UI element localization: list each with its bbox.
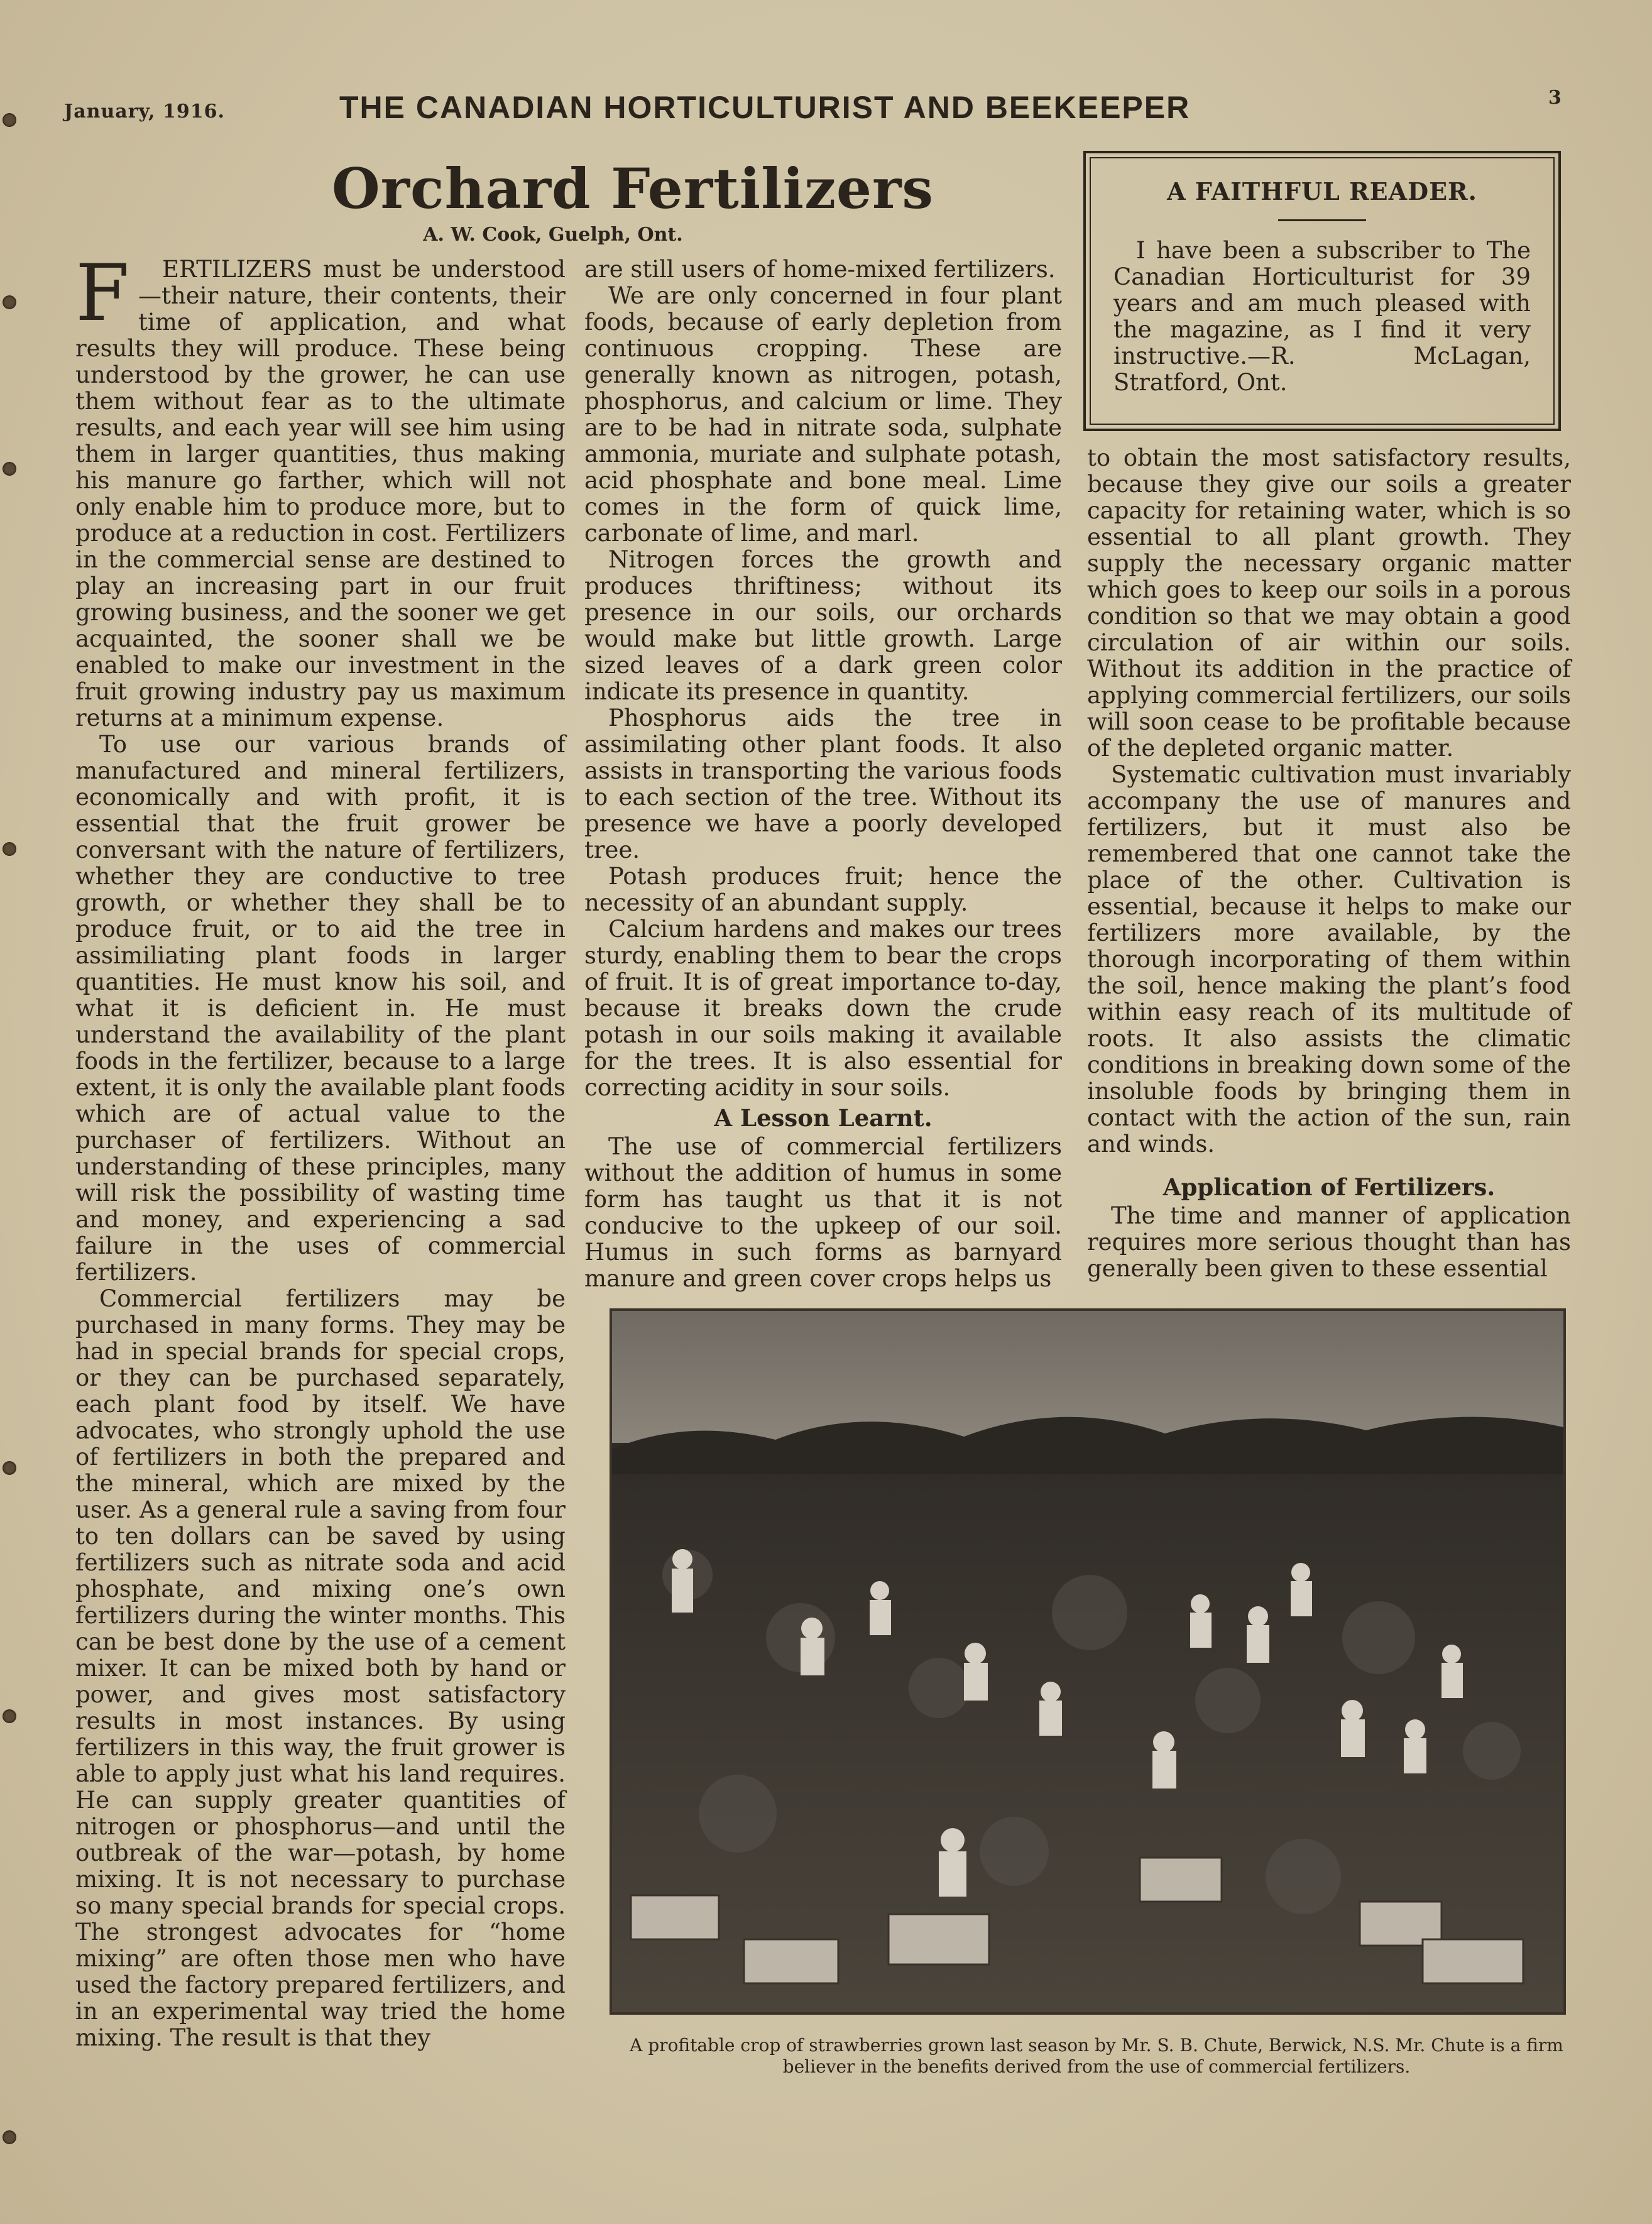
section-heading: A Lesson Learnt. (714, 1104, 933, 1132)
page-number: 3 (1548, 87, 1562, 109)
paragraph: Potash produces fruit; hence the necessity of an abundant supply. (584, 863, 1062, 916)
magazine-title: THE CANADIAN HORTICULTURIST AND BEEKEEPER (339, 90, 1191, 125)
paragraph: The use of commercial fertilizers without the addition of humus in some form has taught us that it is not conducive to the upkeep of our soil. Humus in such forms as barnyard manure and green cover crops helps us (584, 1133, 1062, 1292)
binding-hole (3, 1709, 16, 1723)
issue-date: January, 1916. (64, 101, 225, 123)
paragraph: We are only concerned in four plant foods, because of early depletion from continuous cropping. These are generally known as nitrogen, potash, phosphorus, and calcium or lime. They are to be had in nitrate soda, sulphate ammonia, muriate and sulphate potash, acid phosphate and bone meal. Lime comes in the form of quick lime, carbonate of lime, and marl. (584, 282, 1062, 547)
photo-image (612, 1311, 1563, 2012)
faithful-reader-box (1083, 151, 1561, 431)
photo-caption: A profitable crop of strawberries grown last season by Mr. S. B. Chute, Berwick, N.S. Mr. Chute is a firm believer in the benefits derived from the use of commercial fertilizers. (630, 2035, 1563, 2077)
paragraph: ERTILIZERS must be understood —their nature, their contents, their time of application, and what results they will produce. These being understood by the grower, he can use them without fear as to the ultimate results, and each year will see him using them in larger quantities, thus making his manure go farther, which will not only enable him to produce more, but to produce at a reduction in cost. Fertilizers in the commercial sense are destined to play an increasing part in our fruit growing business, and the sooner we get acquainted, the sooner shall we be enabled to make our investment in the fruit growing industry pay us maximum returns at a minimum expense. (75, 256, 566, 731)
binding-hole (3, 113, 16, 127)
binding-hole (3, 1461, 16, 1475)
paragraph: Commercial fertilizers may be purchased in many forms. They may be had in special brands for special crops, or they can be purchased separately, each plant food by itself. We have advocates, who strongly uphold the use of fertilizers in both the prepared and the mineral, which are mixed by the user. As a general rule a saving from four to ten dollars can be saved by using fertilizers such as nitrate soda and acid phosphate, and mixing one’s own fertilizers during the winter months. This can be best done by the use of a cement mixer. It can be mixed both by hand or power, and gives most satisfactory results in most instances. By using fertilizers in this way, the fruit grower is able to apply just what his land requires. He can supply greater quantities of nitrogen or phosphorus—and until the outbreak of the war—potash, by home mixing. It is not necessary to purchase so many special brands for special crops. The strongest advocates for “home mixing” are often those men who have used the factory prepared fertilizers, and in an experimental way tried the home mixing. The result is that they (75, 1285, 566, 2051)
paragraph: Phosphorus aids the tree in assimilating other plant foods. It also assists in transporting the various foods to each section of the tree. Without its presence we have a poorly developed tree. (584, 704, 1062, 863)
paragraph: Calcium hardens and makes our trees sturdy, enabling them to bear the crops of fruit. It is of great importance to-day, because it breaks down the crude potash in our soils making it available for the trees. It is also essential for correcting acidity in sour soils. (584, 916, 1062, 1101)
paragraph: To use our various brands of manufactured and mineral fertilizers, economically and with profit, it is essential that the fruit grower be conversant with the nature of fertilizers, whether they are conductive to tree growth, or whether they shall be to produce fruit, or to aid the tree in assimiliating plant foods in larger quantities. He must know his soil, and what it is deficient in. He must understand the availability of the plant foods in the fertilizer, because to a large extent, it is only the available plant foods which are of actual value to the purchaser of fertilizers. Without an understanding of these principles, many will risk the possibility of wasting time and money, and experiencing a sad failure in the uses of commercial fertilizers. (75, 731, 566, 1286)
binding-hole (3, 842, 16, 856)
paragraph: to obtain the most satisfactory results, because they give our soils a greater capacity for retaining water, which is so essential to all plant growth. They supply the necessary organic matter which goes to keep our soils in a porous condition so that we may obtain a good circulation of air within our soils. Without its addition in the practice of applying commercial fertilizers, our soils will soon cease to be profitable because of the depleted organic matter. (1087, 444, 1571, 762)
box-divider (1278, 219, 1366, 221)
paragraph: are still users of home-mixed fertilizers. (584, 256, 1056, 283)
strawberry-field-photo (610, 1308, 1566, 2015)
paragraph: Systematic cultivation must invariably accompany the use of manures and fertilizers, but it must also be remembered that one cannot take the place of the other. Cultivation is essential, because it helps to make our fertilizers more available, by the thorough incorporating of them within the soil, hence making the plant’s food within easy reach of its multitude of roots. It also assists the climatic conditions in breaking down some of the insoluble foods by bringing them in contact with the action of the sun, rain and winds. (1087, 761, 1571, 1158)
box-text: I have been a subscriber to The Canadian Horticulturist for 39 years and am much pleased with the magazine, as I find it very instructive.—R. McLagan, Stratford, Ont. (1113, 237, 1531, 396)
article-column-3 (1087, 445, 1571, 1282)
paragraph: Nitrogen forces the growth and produces thriftiness; without its presence in our soils, our orchards would make but little growth. Large sized leaves of a dark green color indicate its presence in quantity. (584, 546, 1062, 705)
article-byline: A. W. Cook, Guelph, Ont. (423, 224, 683, 246)
box-title: A FAITHFUL READER. (1167, 177, 1477, 205)
binding-hole (3, 295, 16, 309)
article-title: Orchard Fertilizers (332, 156, 934, 221)
article-column-2 (584, 256, 1062, 1292)
drop-cap: F (75, 248, 130, 339)
article-column-1 (75, 248, 566, 2051)
section-heading: Application of Fertilizers. (1162, 1173, 1496, 1201)
paragraph: The time and manner of application requires more serious thought than has generally been given to these essential (1087, 1202, 1571, 1282)
binding-hole (3, 462, 16, 476)
binding-hole (3, 2130, 16, 2144)
